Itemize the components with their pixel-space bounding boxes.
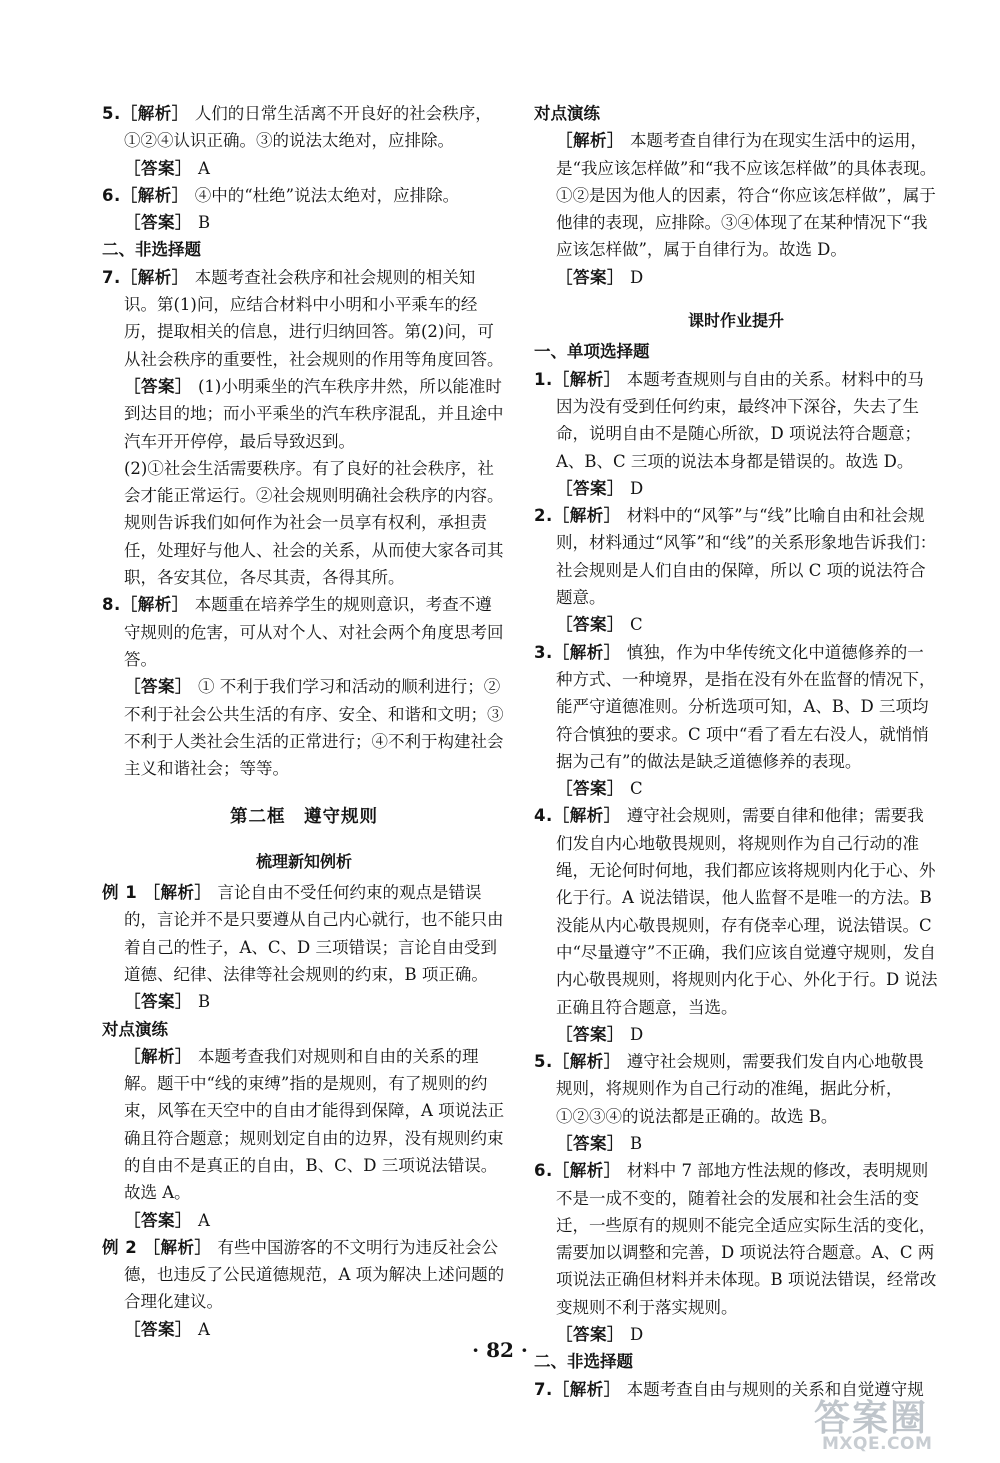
left-block bbox=[102, 100, 506, 155]
block-tag: 5.［解析］ bbox=[102, 104, 189, 123]
block-tag: ［答案］ bbox=[124, 1210, 192, 1230]
block-text: A bbox=[198, 1319, 210, 1339]
right-column bbox=[534, 100, 938, 1403]
block-tag: 7.［解析］ bbox=[102, 267, 189, 287]
block-tag: ［答案］ bbox=[556, 478, 624, 498]
block-text: A bbox=[198, 158, 210, 178]
block-text: B bbox=[630, 1133, 643, 1153]
block-text: ④中的“杜绝”说法太绝对，应排除。 bbox=[194, 185, 460, 205]
block-text: D bbox=[630, 1325, 644, 1345]
right-block bbox=[534, 1021, 938, 1048]
block-text: 本题考查我们对规则和自由的关系的理解。题干中“线的束缚”指的是规则，有了规则的约束，风筝在天空中的自由才能得到保障，A 项说法正确且符合题意；规则划定自由的边界，没有规则约束的自由不是真正的自由，B、C、D 三项说法错误。故选 A。 bbox=[124, 1046, 505, 1203]
block-text: 遵守社会规则，需要我们发自内心地敬畏规则，将规则作为自己行动的准绳，据此分析，①②③④的说法都是正确的。故选 B。 bbox=[556, 1052, 924, 1126]
block-text: 梳理新知例析 bbox=[255, 851, 352, 871]
block-tag: 5.［解析］ bbox=[534, 1052, 621, 1072]
block-tag: ［答案］ bbox=[556, 1133, 624, 1153]
block-text: 本题重在培养学生的规则意识，考查不遵守规则的危害，可从对个人、对社会两个角度思考回答。 bbox=[124, 595, 504, 669]
left-block bbox=[102, 673, 506, 782]
block-tag: 3.［解析］ bbox=[534, 642, 621, 662]
block-text: 慎独，作为中华传统文化中道德修养的一种方式、一种境界，是指在没有外在监督的情况下，能严守道德准则。分析选项可知，A、B、D 三项均符合慎独的要求。C 项中“看了看左右没人，就悄悄据为己有”的做法是缺乏道德修养的表现。 bbox=[556, 642, 936, 771]
left-block bbox=[102, 373, 506, 455]
block-tag: ［答案］ bbox=[124, 992, 192, 1012]
watermark-url: MXQE.COM bbox=[822, 1434, 933, 1454]
block-tag: ［答案］ bbox=[124, 158, 192, 178]
page-number: · 82 · bbox=[472, 1338, 528, 1362]
right-block bbox=[534, 1157, 938, 1321]
block-text: C bbox=[630, 615, 643, 635]
right-block bbox=[534, 1048, 938, 1130]
block-tag: ［答案］ bbox=[124, 213, 192, 233]
block-tag: 4.［解析］ bbox=[534, 806, 621, 826]
left-block bbox=[102, 1016, 506, 1043]
block-tag: ［答案］ bbox=[556, 1024, 624, 1044]
block-text: 本题考查自律行为在现实生活中的运用，是“我应该怎样做”和“我不应该怎样做”的具体表现。①②是因为他人的因素，符合“你应该怎样做”，属于他律的表现，应排除。③④体现了在某种情况下“我应该怎样做”，属于自律行为。故选 D。 bbox=[556, 131, 937, 260]
block-text: (2)①社会生活需要秩序。有了良好的社会秩序，社会才能正常运行。②社会规则明确社会秩序的内容。规则告诉我们如何作为社会一员享有权利，承担责任，处理好与他人、社会的关系，从而使大家各司其职，各安其位，各尽其责，各得其所。 bbox=[124, 458, 504, 588]
block-text: 材料中 7 部地方性法规的修改，表明规则不是一成不变的，随着社会的发展和社会生活的变迁，一些原有的规则不能完全适应实际生活的变化，需要加以调整和完善，D 项说法符合题意。A、C 两项说法正确但材料并未体现。B 项说法错误，经常改变规则不利于落实规则。 bbox=[556, 1161, 937, 1317]
right-block bbox=[534, 475, 938, 502]
left-block bbox=[102, 1043, 506, 1207]
block-text: 本题考查社会秩序和社会规则的相关知识。第(1)问，应结合材料中小明和小平乘车的经历，提取相关的信息，进行归纳回答。第(2)问，可从社会秩序的重要性，社会规则的作用等角度回答。 bbox=[124, 267, 504, 369]
block-text: 有些中国游客的不文明行为违反社会公德，也违反了公民道德规范，A 项为解决上述问题的合理化建议。 bbox=[124, 1237, 505, 1312]
block-tag: 8.［解析］ bbox=[102, 595, 189, 615]
block-tag: 例 1 ［解析］ bbox=[102, 883, 212, 903]
watermark-main: 答案圈 bbox=[814, 1398, 929, 1439]
block-text: D bbox=[630, 478, 644, 498]
left-block bbox=[102, 455, 506, 591]
left-column bbox=[102, 100, 506, 1343]
right-block bbox=[534, 639, 938, 775]
block-tag: 例 2 ［解析］ bbox=[102, 1237, 212, 1257]
block-text: 二、非选择题 bbox=[102, 240, 201, 260]
block-text: C bbox=[630, 779, 643, 799]
block-text: (1)小明乘坐的汽车秩序井然，所以能准时到达目的地；而小平乘坐的汽车秩序混乱，并且途中汽车开开停停，最后导致迟到。 bbox=[124, 376, 504, 451]
left-block bbox=[102, 848, 506, 875]
block-text: ① 不利于我们学习和活动的顺利进行；②不利于社会公共生活的有序、安全、和谐和文明；③不利于人类社会生活的正常进行；④不利于构建社会主义和谐社会；等等。 bbox=[124, 677, 504, 779]
left-block bbox=[102, 591, 506, 673]
block-text: 本题考查自由与规则的关系和自觉遵守规 bbox=[626, 1379, 924, 1399]
block-text: 言论自由不受任何约束的观点是错误的，言论并不是只要遵从自己内心就行，也不能只由着自己的性子，A、C、D 三项错误；言论自由受到道德、纪律、法律等社会规则的约束，B 项正确。 bbox=[124, 883, 504, 984]
block-tag: ［答案］ bbox=[124, 1319, 192, 1339]
block-text: B bbox=[198, 213, 211, 233]
left-block bbox=[102, 1234, 506, 1316]
block-tag: ［答案］ bbox=[124, 376, 192, 396]
block-tag: ［答案］ bbox=[556, 267, 624, 287]
left-block bbox=[102, 1207, 506, 1234]
left-block bbox=[102, 209, 506, 236]
block-text: D bbox=[630, 267, 644, 287]
block-text: 本题考查规则与自由的关系。材料中的马因为没有受到任何约束，最终冲下深谷，失去了生命，说明自由不是随心所欲，D 项说法符合题意；A、B、C 三项的说法本身都是错误的。故选 D。 bbox=[556, 369, 924, 471]
block-text: 课时作业提升 bbox=[687, 311, 784, 331]
watermark-logo bbox=[800, 1390, 990, 1458]
right-block bbox=[534, 775, 938, 802]
block-tag: ［解析］ bbox=[556, 131, 624, 151]
right-block bbox=[534, 307, 938, 334]
block-tag: 6.［解析］ bbox=[534, 1161, 621, 1181]
block-text: A bbox=[198, 1210, 210, 1230]
right-block bbox=[534, 802, 938, 1020]
block-text: 第二框 遵守规则 bbox=[230, 807, 378, 828]
block-text: D bbox=[630, 1024, 644, 1044]
right-block bbox=[534, 1130, 938, 1157]
block-text: 人们的日常生活离不开良好的社会秩序，①②④认识正确。③的说法太绝对，应排除。 bbox=[124, 104, 492, 151]
left-block bbox=[102, 988, 506, 1015]
block-text: 二、非选择题 bbox=[534, 1352, 633, 1372]
block-tag: ［答案］ bbox=[124, 677, 192, 697]
right-block bbox=[534, 502, 938, 611]
block-tag: 1.［解析］ bbox=[534, 369, 621, 389]
block-tag: ［答案］ bbox=[556, 615, 624, 635]
block-text: 对点演练 bbox=[102, 1019, 168, 1039]
right-block bbox=[534, 100, 938, 127]
left-block bbox=[102, 879, 506, 988]
right-block bbox=[534, 264, 938, 291]
right-block bbox=[534, 611, 938, 638]
block-tag: 6.［解析］ bbox=[102, 185, 189, 205]
right-block bbox=[534, 366, 938, 475]
block-text: B bbox=[198, 992, 211, 1012]
block-tag: ［解析］ bbox=[124, 1046, 192, 1066]
left-block bbox=[102, 182, 506, 209]
block-tag: ［答案］ bbox=[556, 779, 624, 799]
right-block bbox=[534, 338, 938, 365]
block-text: 对点演练 bbox=[534, 104, 600, 123]
left-block bbox=[102, 155, 506, 182]
block-tag: 2.［解析］ bbox=[534, 506, 621, 526]
block-tag: ［答案］ bbox=[556, 1325, 624, 1345]
left-block bbox=[102, 804, 506, 831]
block-text: 一、单项选择题 bbox=[534, 342, 650, 362]
left-block bbox=[102, 264, 506, 373]
right-block bbox=[534, 127, 938, 263]
left-block bbox=[102, 236, 506, 263]
block-text: 材料中的“风筝”与“线”比喻自由和社会规则，材料通过“风筝”和“线”的关系形象地告诉我们：社会规则是人们自由的保障，所以 C 项的说法符合题意。 bbox=[556, 506, 937, 608]
block-text: 遵守社会规则，需要自律和他律；需要我们发自内心地敬畏规则，将规则作为自己行动的准绳，无论何时何地，我们都应该将规则内化于心、外化于行。A 说法错误，他人监督不是唯一的方法。B 没能从内心敬畏规则，存有侥幸心理，说法错误。C 中“尽量遵守”不正确，我们应该自觉遵守规则，发自内心敬畏规则，将规则内化于心、外化于行。D 说法正确且符合题意，当选。 bbox=[556, 806, 938, 1017]
block-tag: 7.［解析］ bbox=[534, 1379, 621, 1399]
